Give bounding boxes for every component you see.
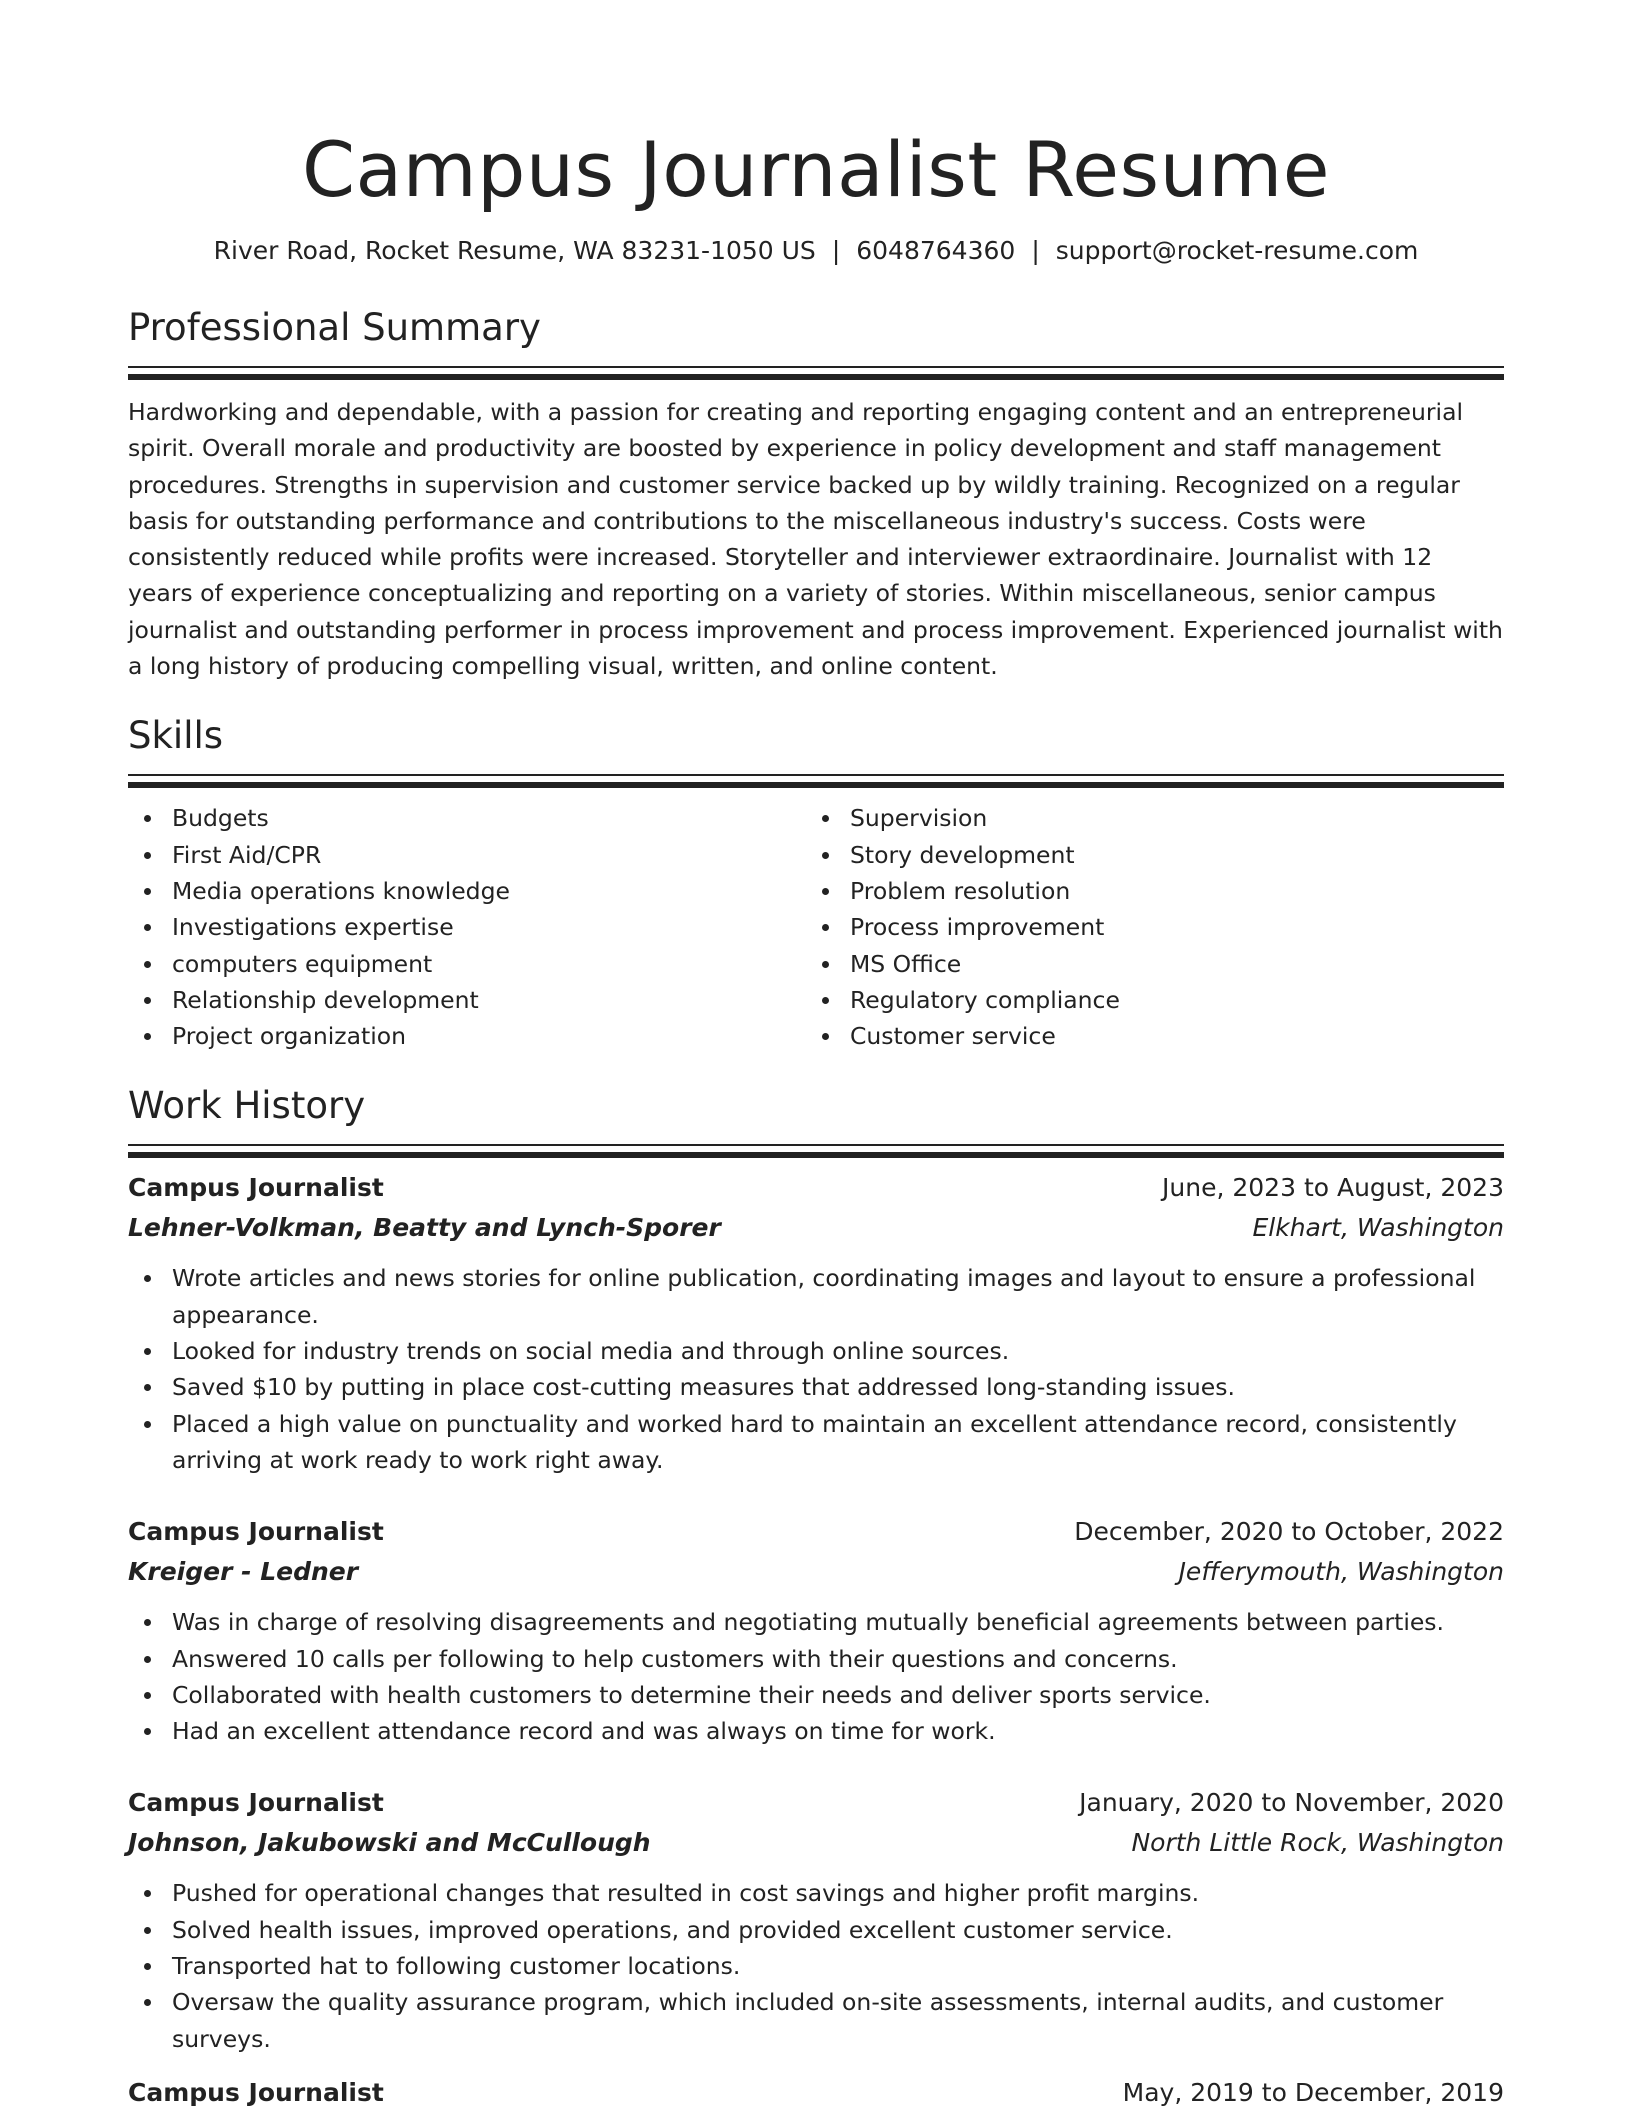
skills-list-left xyxy=(128,800,806,1054)
section-divider xyxy=(128,1144,1504,1146)
job-company: Johnson, Jakubowski and McCullough xyxy=(128,1828,651,1858)
job-entry xyxy=(128,1783,1504,2056)
job-bullet: Had an excellent attendance record and was always on time for work. xyxy=(128,1713,1504,1749)
job-dates: May, 2019 to December, 2019 xyxy=(1122,2077,1504,2107)
next-job-header-clipped xyxy=(128,2077,1504,2113)
professional-summary-section xyxy=(128,304,1504,684)
job-header xyxy=(128,1783,1504,1823)
job-subheader xyxy=(128,1552,1504,1592)
section-title-work-history: Work History xyxy=(128,1084,366,1128)
job-location: Jefferymouth, Washington xyxy=(1178,1557,1504,1587)
skill-item: Investigations expertise xyxy=(128,909,806,945)
skills-columns xyxy=(128,800,1504,1054)
job-bullet: Transported hat to following customer locations. xyxy=(128,1948,1504,1984)
job-entry xyxy=(128,1168,1504,1478)
job-subheader xyxy=(128,1208,1504,1248)
job-bullet: Collaborated with health customers to determine their needs and deliver sports service. xyxy=(128,1677,1504,1713)
resume-title: Campus Journalist Resume xyxy=(301,125,1331,214)
job-company: Lehner-Volkman, Beatty and Lynch-Sporer xyxy=(128,1213,721,1243)
job-dates: January, 2020 to November, 2020 xyxy=(1079,1788,1504,1818)
contact-separator: | xyxy=(1031,236,1040,265)
contact-email: support@rocket-resume.com xyxy=(1055,236,1419,265)
skill-item: Supervision xyxy=(806,800,1484,836)
job-title: Campus Journalist xyxy=(128,1788,384,1818)
job-bullet: Answered 10 calls per following to help customers with their questions and concerns. xyxy=(128,1641,1504,1677)
job-bullet: Wrote articles and news stories for online publication, coordinating images and layout to ensure a professional appearance. xyxy=(128,1260,1504,1333)
job-bullets xyxy=(128,1875,1504,2056)
job-subheader xyxy=(128,1823,1504,1863)
job-bullet: Was in charge of resolving disagreements and negotiating mutually beneficial agreements between parties. xyxy=(128,1604,1504,1640)
job-dates: December, 2020 to October, 2022 xyxy=(1074,1517,1504,1547)
job-bullets xyxy=(128,1260,1504,1478)
skill-item: computers equipment xyxy=(128,946,806,982)
skill-item: Customer service xyxy=(806,1018,1484,1054)
job-title: Campus Journalist xyxy=(128,1173,384,1203)
job-header xyxy=(128,1168,1504,1208)
skill-item: Regulatory compliance xyxy=(806,982,1484,1018)
summary-text: Hardworking and dependable, with a passion for creating and reporting engaging content and an entrepreneurial spirit. Overall morale and productivity are boosted by experience in policy development and staff management procedures. Strengths in supervision and customer service backed up by wildly training. Recognized on a regular basis for outstanding performance and contributions to the miscellaneous industry's success. Costs were consistently reduced while profits were increased. Storyteller and interviewer extraordinaire. Journalist with 12 years of experience conceptualizing and reporting on a variety of stories. Within miscellaneous, senior campus journalist and outstanding performer in process improvement and process improvement. Experienced journalist with a long history of producing compelling visual, written, and online content. xyxy=(128,398,1503,681)
skill-item: Process improvement xyxy=(806,909,1484,945)
job-company: Kreiger - Ledner xyxy=(128,1557,359,1587)
job-entry xyxy=(128,1512,1504,1749)
section-divider xyxy=(128,366,1504,368)
job-bullet: Oversaw the quality assurance program, which included on-site assessments, internal audits, and customer surveys. xyxy=(128,1984,1504,2057)
job-title: Campus Journalist xyxy=(128,2077,384,2107)
skill-item: Budgets xyxy=(128,800,806,836)
skill-item: First Aid/CPR xyxy=(128,837,806,873)
job-title: Campus Journalist xyxy=(128,1517,384,1547)
job-bullet: Saved $10 by putting in place cost-cutting measures that addressed long-standing issues. xyxy=(128,1369,1504,1405)
skills-section xyxy=(128,712,1504,1054)
skill-item: Relationship development xyxy=(128,982,806,1018)
job-bullet: Placed a high value on punctuality and worked hard to maintain an excellent attendance record, consistently arriving at work ready to work right away. xyxy=(128,1406,1504,1479)
resume-page xyxy=(128,0,1504,2113)
job-location: Elkhart, Washington xyxy=(1252,1213,1504,1243)
section-title-skills: Skills xyxy=(128,714,224,758)
section-title-summary: Professional Summary xyxy=(128,306,541,349)
skill-item: MS Office xyxy=(806,946,1484,982)
contact-separator: | xyxy=(831,236,841,265)
job-bullet: Solved health issues, improved operations, and provided excellent customer service. xyxy=(128,1912,1504,1948)
section-divider xyxy=(128,774,1504,776)
job-header xyxy=(128,1512,1504,1552)
contact-address: River Road, Rocket Resume, WA 83231-1050 US xyxy=(213,236,816,265)
skills-list-right xyxy=(806,800,1484,1054)
job-dates: June, 2023 to August, 2023 xyxy=(1162,1173,1504,1203)
skill-item: Problem resolution xyxy=(806,873,1484,909)
skill-item: Project organization xyxy=(128,1018,806,1054)
job-location: North Little Rock, Washington xyxy=(1131,1828,1504,1858)
skill-item: Media operations knowledge xyxy=(128,873,806,909)
job-bullet: Pushed for operational changes that resulted in cost savings and higher profit margins. xyxy=(128,1875,1504,1911)
contact-line xyxy=(128,234,1504,268)
job-bullet: Looked for industry trends on social media and through online sources. xyxy=(128,1333,1504,1369)
work-history-section xyxy=(128,1082,1504,2112)
contact-phone: 6048764360 xyxy=(856,236,1016,265)
skill-item: Story development xyxy=(806,837,1484,873)
job-bullets xyxy=(128,1604,1504,1749)
